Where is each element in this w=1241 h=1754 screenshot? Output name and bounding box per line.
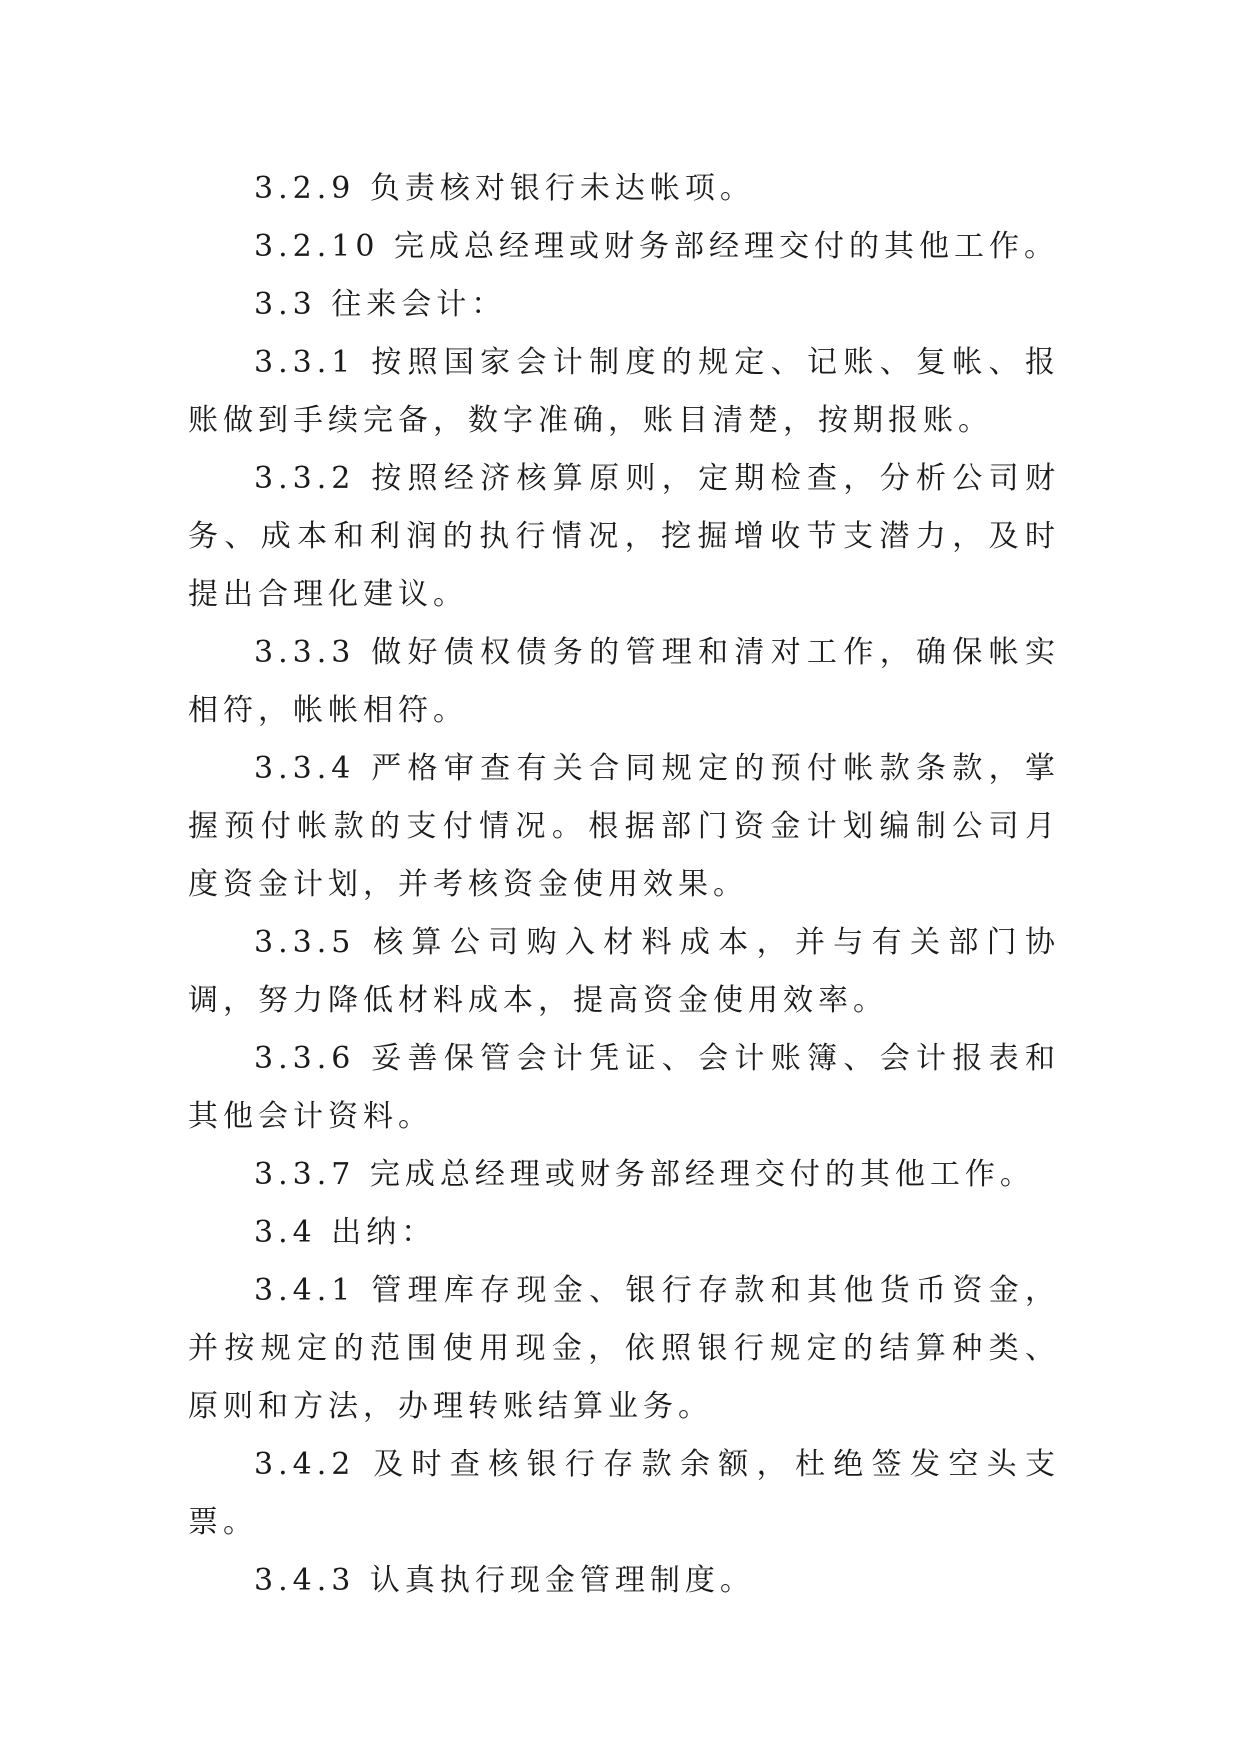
paragraph-3-3-6: 3.3.6 妥善保管会计凭证、会计账簿、会计报表和其他会计资料。 [188,1041,1060,1134]
paragraph-3-4-3: 3.4.3 认真执行现金管理制度。 [254,1563,755,1598]
paragraph-3-3-4: 3.3.4 严格审查有关合同规定的预付帐款条款，掌握预付帐款的支付情况。根据部门资金计划编制公司月度资金计划，并考核资金使用效果。 [188,751,1060,902]
section-heading-3-4: 3.4 出纳： [254,1215,437,1250]
document-body [188,160,1060,1610]
paragraph-3-2-10: 3.2.10 完成总经理或财务部经理交付的其他工作。 [254,229,1059,264]
paragraph-3-3-3: 3.3.3 做好债权债务的管理和清对工作，确保帐实相符，帐帐相符。 [188,635,1060,728]
paragraph-3-3-7: 3.3.7 完成总经理或财务部经理交付的其他工作。 [254,1157,1035,1192]
paragraph-3-3-2: 3.3.2 按照经济核算原则，定期检查，分析公司财务、成本和利润的执行情况，挖掘增收节支潜力，及时提出合理化建议。 [188,461,1060,612]
paragraph-3-4-2: 3.4.2 及时查核银行存款余额，杜绝签发空头支票。 [188,1447,1060,1540]
paragraph-3-2-9: 3.2.9 负责核对银行未达帐项。 [254,171,755,206]
section-heading-3-3: 3.3 往来会计： [254,287,507,322]
paragraph-3-4-1: 3.4.1 管理库存现金、银行存款和其他货币资金，并按规定的范围使用现金，依照银行规定的结算种类、原则和方法，办理转账结算业务。 [188,1273,1060,1424]
paragraph-3-3-5: 3.3.5 核算公司购入材料成本，并与有关部门协调，努力降低材料成本，提高资金使用效率。 [188,925,1060,1018]
paragraph-3-3-1: 3.3.1 按照国家会计制度的规定、记账、复帐、报账做到手续完备，数字准确，账目清楚，按期报账。 [188,345,1060,438]
